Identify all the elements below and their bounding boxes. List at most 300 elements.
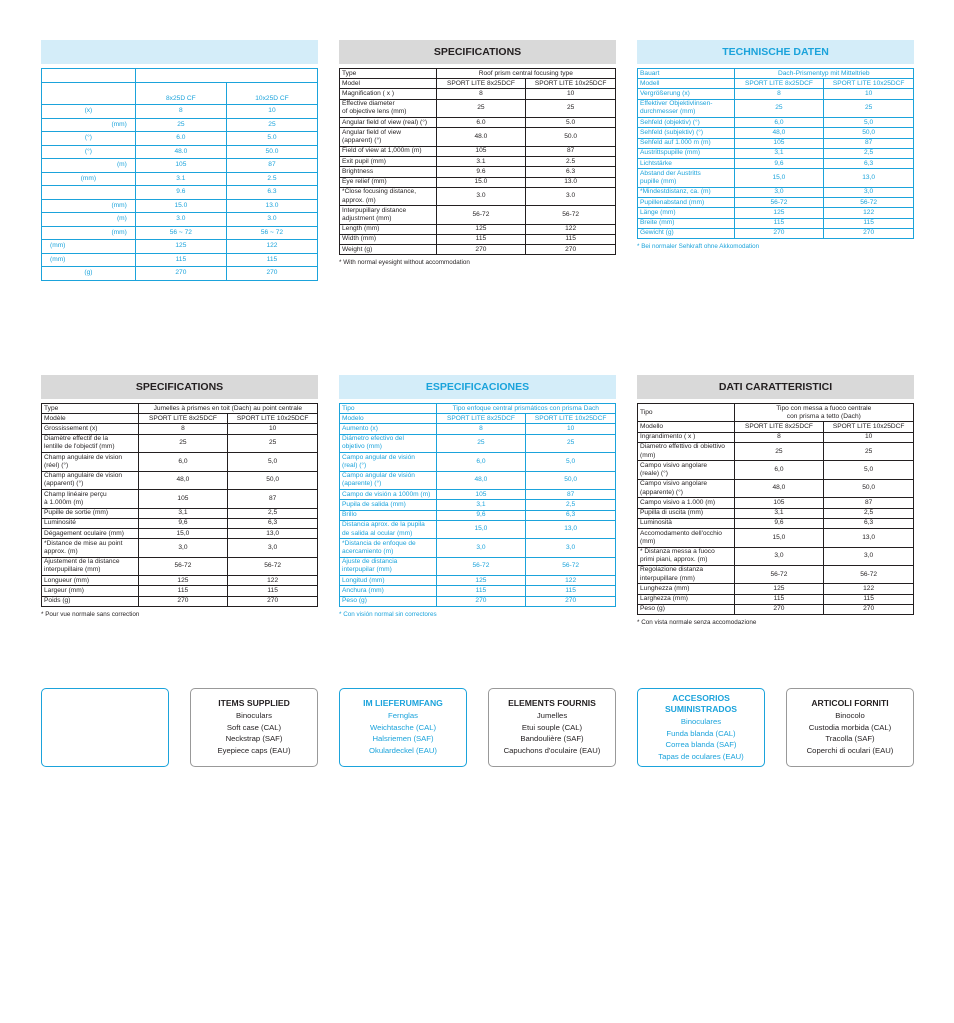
- spec-value-8x25: 270: [135, 267, 226, 281]
- spec-label: *Distancia de enfoque de acercamiento (m): [340, 539, 437, 557]
- table-row: [638, 442, 914, 460]
- spec-label: Pupille de sortie (mm): [42, 508, 139, 518]
- table-row: [638, 159, 914, 169]
- table-row: [42, 596, 318, 606]
- supplied-box-de: [339, 688, 467, 767]
- spec-value-8x25: 56 ~ 72: [135, 226, 226, 240]
- supplied-item: Capuchons d'oculaire (EAU): [503, 745, 601, 755]
- spec-value-8x25: 15.0: [135, 199, 226, 213]
- spec-value-8x25: 115: [436, 586, 526, 596]
- spec-label: Sehfeld (subjektiv) (°): [638, 128, 735, 138]
- supplied-title: ARTICOLI FORNITI: [811, 698, 889, 708]
- spec-label: Abstand der Austritts pupille (mm): [638, 169, 735, 187]
- spec-value-8x25: 25: [734, 442, 824, 460]
- table-row: [340, 118, 616, 128]
- spec-value-8x25: 8: [734, 432, 824, 442]
- table-row: [42, 172, 318, 186]
- spec-value-10x25: 5,0: [824, 461, 914, 479]
- model-label: Modèle: [42, 414, 139, 424]
- type-row: [340, 404, 616, 414]
- spec-value-10x25: 115: [526, 586, 616, 596]
- model-name: 8x25D CF: [135, 83, 226, 105]
- spec-value-8x25: 56-72: [436, 557, 526, 575]
- spec-label: [42, 186, 136, 200]
- spec-value-10x25: 3,0: [228, 539, 318, 557]
- table-row: [340, 434, 616, 452]
- spec-value-10x25: 10: [824, 89, 914, 99]
- spec-label: Poids (g): [42, 596, 139, 606]
- table-row: [638, 118, 914, 128]
- spec-label: Vergrößerung (x): [638, 89, 735, 99]
- supplied-item: Coperchi di oculari (EAU): [806, 745, 894, 755]
- spec-label: Brillo: [340, 510, 437, 520]
- supplied-title: ITEMS SUPPLIED: [218, 698, 290, 708]
- supplied-title-line: SUMINISTRADOS: [664, 704, 738, 714]
- spec-value-10x25: 122: [824, 584, 914, 594]
- supplied-item: Soft case (CAL): [226, 722, 282, 732]
- footnote: * With normal eyesight without accommodation: [339, 259, 470, 267]
- spec-label: (mm): [42, 240, 136, 254]
- spec-value-8x25: 56-72: [734, 565, 824, 583]
- table-row: [638, 208, 914, 218]
- table-row: [340, 424, 616, 434]
- spec-label: Grossissement (x): [42, 424, 139, 434]
- spec-value-8x25: 115: [138, 586, 228, 596]
- spec-value-8x25: 3,1: [436, 500, 526, 510]
- spec-label: Dégagement oculaire (mm): [42, 529, 139, 539]
- spec-value-10x25: 5,0: [824, 118, 914, 128]
- spec-value-10x25: 6,3: [824, 518, 914, 528]
- spec-table: [41, 68, 318, 281]
- spec-value-8x25: 3,0: [734, 187, 824, 197]
- table-row: [42, 186, 318, 200]
- spec-value-8x25: 25: [135, 118, 226, 132]
- model-row: [42, 414, 318, 424]
- table-row: [340, 576, 616, 586]
- spec-value-10x25: 25: [824, 99, 914, 117]
- spec-label: Brightness: [340, 167, 437, 177]
- spec-label: Diamètre effectif de la lentille de l'objectif (mm): [42, 434, 139, 452]
- spec-panel-en: [339, 40, 616, 266]
- table-row: [340, 596, 616, 606]
- supplied-item: Etui souple (CAL): [521, 722, 583, 732]
- spec-label: Champ angulaire de vision (réel) (°): [42, 453, 139, 471]
- model-label: Modell: [638, 79, 735, 89]
- spec-value-10x25: 122: [526, 224, 616, 234]
- table-row: [340, 520, 616, 538]
- spec-value-10x25: 6,3: [228, 518, 318, 528]
- spec-value-8x25: 270: [436, 245, 526, 255]
- spec-label: (m): [42, 159, 136, 173]
- spec-label: Largeur (mm): [42, 586, 139, 596]
- spec-value-10x25: 3.0: [226, 213, 317, 227]
- supplied-item: Okulardeckel (EAU): [369, 745, 437, 755]
- supplied-title: ELEMENTS FOURNIS: [508, 698, 596, 708]
- table-row: [42, 159, 318, 173]
- spec-value-10x25: 2.5: [526, 157, 616, 167]
- spec-value-8x25: 6.0: [135, 132, 226, 146]
- spec-panel-jp: [41, 40, 318, 281]
- supplied-item: Neckstrap (SAF): [225, 734, 283, 743]
- spec-label: Ingrandimento ( x ): [638, 432, 735, 442]
- spec-value-8x25: 48,0: [734, 128, 824, 138]
- spec-value-10x25: 122: [226, 240, 317, 254]
- spec-value-8x25: 6.0: [436, 118, 526, 128]
- type-label: Type: [340, 69, 437, 79]
- spec-value-8x25: 25: [138, 434, 228, 452]
- supplied-title: [638, 693, 764, 715]
- table-row: [340, 89, 616, 99]
- supplied-item: Binocolo: [835, 711, 865, 720]
- table-row: [340, 453, 616, 471]
- table-row: [42, 253, 318, 267]
- spec-value-8x25: 3,0: [138, 539, 228, 557]
- model-name: SPORT LITE 10x25DCF: [526, 79, 616, 89]
- spec-value-8x25: 15,0: [734, 529, 824, 547]
- type-label: Type: [42, 404, 139, 414]
- footnote: * Pour vue normale sans correction: [41, 610, 140, 618]
- spec-value-10x25: 3,0: [526, 539, 616, 557]
- supplied-title-line: ACCESORIOS: [672, 693, 730, 703]
- spec-value-8x25: 3.1: [436, 157, 526, 167]
- spec-label: Campo visivo angolare (apparente) (°): [638, 479, 735, 497]
- spec-label: Longueur (mm): [42, 576, 139, 586]
- type-label: Tipo: [340, 404, 437, 414]
- spec-label: (mm): [42, 226, 136, 240]
- spec-value-10x25: 6,3: [526, 510, 616, 520]
- model-name: SPORT LITE 8x25DCF: [436, 414, 526, 424]
- spec-value-10x25: 87: [526, 490, 616, 500]
- spec-label: Angular field of view (apparent) (°): [340, 128, 437, 146]
- table-row: [638, 138, 914, 148]
- spec-value-10x25: 5.0: [226, 132, 317, 146]
- spec-label: Regolazione distanza interpupillare (mm): [638, 565, 735, 583]
- spec-value-8x25: 15,0: [436, 520, 526, 538]
- table-row: [638, 461, 914, 479]
- supplied-title: IM LIEFERUMFANG: [363, 698, 443, 708]
- table-row: [638, 218, 914, 228]
- spec-label: Anchura (mm): [340, 586, 437, 596]
- table-row: [638, 99, 914, 117]
- spec-value-10x25: 50,0: [526, 471, 616, 489]
- spec-value-8x25: 8: [436, 424, 526, 434]
- spec-header: TECHNISCHE DATEN: [637, 40, 914, 64]
- table-row: [638, 584, 914, 594]
- spec-value-8x25: 25: [436, 434, 526, 452]
- supplied-item: Binoculares: [680, 717, 722, 726]
- spec-panel-it: [637, 375, 914, 626]
- spec-value-8x25: 56-72: [138, 557, 228, 575]
- spec-value-10x25: 13,0: [228, 529, 318, 539]
- spec-value-8x25: 105: [734, 138, 824, 148]
- supplied-item: Jumelles: [536, 711, 568, 720]
- type-value: Jumelles à prismes en toit (Dach) au point centrale: [138, 404, 317, 414]
- spec-value-10x25: 122: [526, 576, 616, 586]
- spec-value-10x25: 56-72: [526, 557, 616, 575]
- spec-value-8x25: 270: [734, 604, 824, 614]
- spec-label: Weight (g): [340, 245, 437, 255]
- table-row: [638, 187, 914, 197]
- spec-value-8x25: 105: [436, 490, 526, 500]
- spec-label: Breite (mm): [638, 218, 735, 228]
- spec-label: Champ linéaire perçu à 1.000m (m): [42, 490, 139, 508]
- spec-value-8x25: 115: [436, 234, 526, 244]
- type-row: [638, 69, 914, 79]
- spec-label: Effective diameter of objective lens (mm): [340, 99, 437, 117]
- supplied-box-en: [190, 688, 318, 767]
- table-row: [340, 510, 616, 520]
- type-row: [42, 404, 318, 414]
- spec-value-10x25: 2,5: [228, 508, 318, 518]
- spec-value-10x25: 122: [824, 208, 914, 218]
- spec-value-10x25: 10: [228, 424, 318, 434]
- model-label: Modello: [638, 422, 735, 432]
- spec-value-10x25: 5.0: [526, 118, 616, 128]
- table-row: [340, 245, 616, 255]
- table-row: [42, 213, 318, 227]
- spec-header: DATI CARATTERISTICI: [637, 375, 914, 399]
- spec-value-10x25: 13.0: [226, 199, 317, 213]
- spec-label: Pupilla di uscita (mm): [638, 508, 735, 518]
- model-name: SPORT LITE 10x25DCF: [526, 414, 616, 424]
- table-row: [42, 424, 318, 434]
- spec-value-10x25: 10: [226, 105, 317, 119]
- spec-label: Länge (mm): [638, 208, 735, 218]
- type-label: [42, 69, 136, 83]
- table-row: [638, 432, 914, 442]
- spec-value-8x25: 115: [734, 218, 824, 228]
- spec-value-8x25: 115: [734, 594, 824, 604]
- spec-value-10x25: 10: [526, 89, 616, 99]
- spec-label: Campo de visión a 1000m (m): [340, 490, 437, 500]
- model-name: [42, 83, 136, 105]
- spec-table: [637, 403, 914, 615]
- spec-label: Field of view at 1,000m (m): [340, 146, 437, 156]
- spec-value-8x25: 25: [436, 99, 526, 117]
- spec-value-10x25: 25: [526, 434, 616, 452]
- model-row: [340, 79, 616, 89]
- table-row: [42, 132, 318, 146]
- spec-value-10x25: 13,0: [824, 529, 914, 547]
- spec-value-10x25: 2,5: [824, 148, 914, 158]
- spec-value-10x25: 270: [526, 596, 616, 606]
- table-row: [340, 471, 616, 489]
- spec-value-10x25: 25: [824, 442, 914, 460]
- type-label: Bauart: [638, 69, 735, 79]
- model-row: [638, 79, 914, 89]
- spec-value-8x25: 3.1: [135, 172, 226, 186]
- spec-value-8x25: 105: [436, 146, 526, 156]
- footnote: * Con visión normal sin correctores: [339, 610, 437, 618]
- spec-label: Ajuste de distancia interpupilar (mm): [340, 557, 437, 575]
- spec-value-10x25: 3.0: [526, 187, 616, 205]
- spec-value-10x25: 5,0: [526, 453, 616, 471]
- table-row: [638, 518, 914, 528]
- spec-value-10x25: 2,5: [526, 500, 616, 510]
- spec-value-10x25: 87: [824, 138, 914, 148]
- spec-label: *Close focusing distance, approx. (m): [340, 187, 437, 205]
- spec-label: Luminosità: [638, 518, 735, 528]
- spec-value-8x25: 56-72: [734, 198, 824, 208]
- spec-label: Campo angular de visión (aparente) (°): [340, 471, 437, 489]
- spec-value-8x25: 3,1: [734, 148, 824, 158]
- spec-label: Austrittspupille (mm): [638, 148, 735, 158]
- spec-value-10x25: 50,0: [824, 479, 914, 497]
- spec-value-8x25: 3.0: [135, 213, 226, 227]
- spec-label: Pupillenabstand (mm): [638, 198, 735, 208]
- spec-value-8x25: 9.6: [135, 186, 226, 200]
- spec-value-10x25: 115: [228, 586, 318, 596]
- table-row: [340, 167, 616, 177]
- table-row: [42, 518, 318, 528]
- spec-label: Sehfeld auf 1.000 m (m): [638, 138, 735, 148]
- table-row: [42, 434, 318, 452]
- spec-header: [41, 40, 318, 64]
- spec-panel-de: [637, 40, 914, 250]
- spec-label: (mm): [42, 172, 136, 186]
- spec-label: Lichtstärke: [638, 159, 735, 169]
- spec-label: * Distanza messa a fuoco primi piani, approx. (m): [638, 547, 735, 565]
- type-row: [340, 69, 616, 79]
- table-row: [638, 128, 914, 138]
- table-row: [638, 594, 914, 604]
- spec-value-8x25: 125: [436, 224, 526, 234]
- type-value: Tipo enfoque central prismáticos con prisma Dach: [436, 404, 615, 414]
- spec-label: Magnification ( x ): [340, 89, 437, 99]
- spec-label: Campo visivo a 1.000 (m): [638, 498, 735, 508]
- spec-value-10x25: 56-72: [824, 198, 914, 208]
- spec-label: Exit pupil (mm): [340, 157, 437, 167]
- spec-label: Champ angulaire de vision (apparent) (°): [42, 471, 139, 489]
- supplied-box-fr: [488, 688, 616, 767]
- table-row: [340, 157, 616, 167]
- spec-value-8x25: 15,0: [734, 169, 824, 187]
- spec-label: *Distance de mise au point approx. (m): [42, 539, 139, 557]
- spec-label: (°): [42, 145, 136, 159]
- spec-label: (g): [42, 267, 136, 281]
- spec-value-8x25: 9,6: [734, 159, 824, 169]
- table-row: [42, 576, 318, 586]
- spec-label: (°): [42, 132, 136, 146]
- spec-value-8x25: 3,0: [734, 547, 824, 565]
- spec-value-10x25: 2.5: [226, 172, 317, 186]
- spec-label: Effektiver Objektivlinsen- durchmesser (mm): [638, 99, 735, 117]
- spec-value-10x25: 270: [228, 596, 318, 606]
- supplied-item: Tapas de oculares (EAU): [658, 751, 744, 761]
- spec-value-10x25: 122: [228, 576, 318, 586]
- model-label: Model: [340, 79, 437, 89]
- model-name: SPORT LITE 8x25DCF: [734, 422, 824, 432]
- spec-value-10x25: 5,0: [228, 453, 318, 471]
- spec-label: Accomodamento dell'occhio (mm): [638, 529, 735, 547]
- spec-value-8x25: 9.6: [436, 167, 526, 177]
- spec-value-10x25: 270: [824, 604, 914, 614]
- table-row: [638, 228, 914, 238]
- table-row: [340, 224, 616, 234]
- type-value: [135, 69, 317, 83]
- spec-label: *Mindestdistanz, ca. (m): [638, 187, 735, 197]
- table-row: [42, 226, 318, 240]
- spec-value-10x25: 13.0: [526, 177, 616, 187]
- spec-label: Length (mm): [340, 224, 437, 234]
- table-row: [340, 500, 616, 510]
- model-row: [340, 414, 616, 424]
- spec-value-8x25: 25: [734, 99, 824, 117]
- spec-value-10x25: 87: [526, 146, 616, 156]
- spec-label: (mm): [42, 199, 136, 213]
- table-row: [42, 105, 318, 119]
- spec-value-8x25: 8: [138, 424, 228, 434]
- supplied-item: Custodia morbida (CAL): [808, 722, 892, 732]
- spec-value-10x25: 50,0: [824, 128, 914, 138]
- model-row: [42, 83, 318, 105]
- spec-label: Distancia aprox. de la pupila de salida al ocular (mm): [340, 520, 437, 538]
- table-row: [340, 187, 616, 205]
- spec-value-10x25: 2,5: [824, 508, 914, 518]
- table-row: [638, 565, 914, 583]
- spec-value-10x25: 6.3: [226, 186, 317, 200]
- table-row: [42, 240, 318, 254]
- spec-panel-es: [339, 375, 616, 618]
- spec-value-10x25: 3,0: [824, 187, 914, 197]
- type-label: Tipo: [638, 404, 735, 422]
- table-row: [340, 128, 616, 146]
- spec-value-8x25: 125: [138, 576, 228, 586]
- spec-value-10x25: 115: [824, 594, 914, 604]
- table-row: [638, 89, 914, 99]
- spec-label: Eye relief (mm): [340, 177, 437, 187]
- table-row: [42, 529, 318, 539]
- model-name: SPORT LITE 8x25DCF: [436, 79, 526, 89]
- spec-value-8x25: 6,0: [734, 461, 824, 479]
- spec-value-8x25: 125: [436, 576, 526, 586]
- spec-value-8x25: 8: [436, 89, 526, 99]
- spec-label: (m): [42, 213, 136, 227]
- supplied-item: Halsriemen (SAF): [372, 734, 434, 743]
- model-row: [638, 422, 914, 432]
- spec-value-8x25: 105: [135, 159, 226, 173]
- table-row: [340, 177, 616, 187]
- spec-value-10x25: 50.0: [526, 128, 616, 146]
- spec-label: Width (mm): [340, 234, 437, 244]
- spec-value-8x25: 56-72: [436, 206, 526, 224]
- spec-value-10x25: 3,0: [824, 547, 914, 565]
- spec-value-10x25: 13,0: [824, 169, 914, 187]
- type-value: Roof prism central focusing type: [436, 69, 615, 79]
- spec-value-8x25: 15,0: [138, 529, 228, 539]
- supplied-item: Weichtasche (CAL): [369, 722, 437, 732]
- spec-value-10x25: 87: [228, 490, 318, 508]
- table-row: [42, 586, 318, 596]
- spec-table: [637, 68, 914, 239]
- table-row: [42, 490, 318, 508]
- model-name: SPORT LITE 8x25DCF: [138, 414, 228, 424]
- spec-value-8x25: 105: [138, 490, 228, 508]
- table-row: [638, 498, 914, 508]
- supplied-item: Funda blanda (CAL): [666, 728, 736, 738]
- type-row: [42, 69, 318, 83]
- spec-label: Campo angular de visión (real) (°): [340, 453, 437, 471]
- spec-value-8x25: 48.0: [436, 128, 526, 146]
- spec-value-8x25: 6,0: [436, 453, 526, 471]
- spec-label: Longitud (mm): [340, 576, 437, 586]
- table-row: [638, 604, 914, 614]
- supplied-item: Correa blanda (SAF): [665, 740, 737, 749]
- spec-header: SPECIFICATIONS: [41, 375, 318, 399]
- spec-label: Larghezza (mm): [638, 594, 735, 604]
- table-row: [340, 99, 616, 117]
- table-row: [42, 118, 318, 132]
